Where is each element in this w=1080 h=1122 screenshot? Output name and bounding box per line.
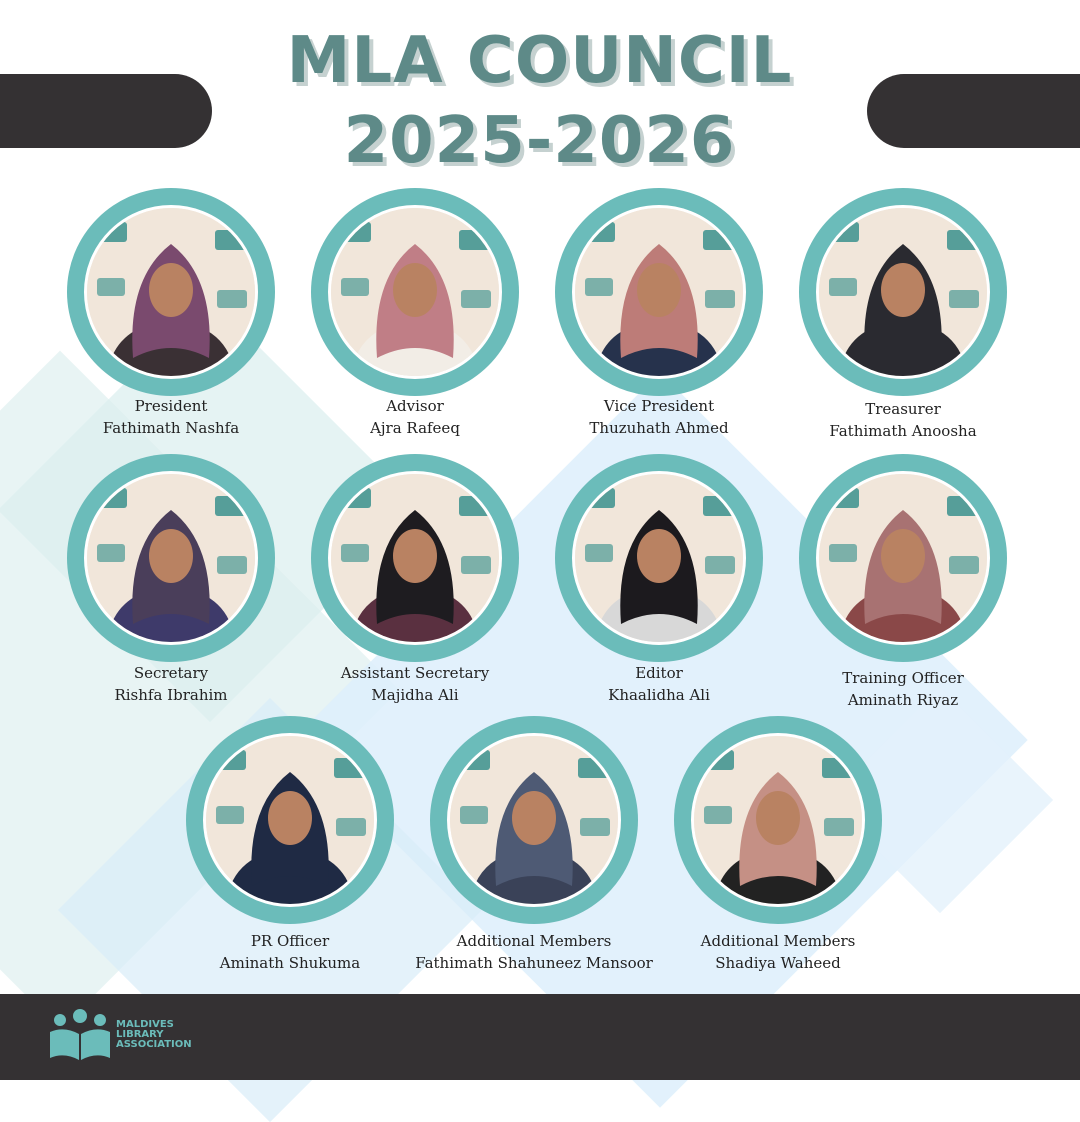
member-photo	[328, 205, 502, 379]
member-caption	[160, 930, 420, 974]
member-photo	[84, 471, 258, 645]
logo-line3: ASSOCIATION	[116, 1039, 192, 1050]
member-role: Advisor	[386, 397, 444, 415]
member-name: Shadiya Waheed	[715, 954, 841, 972]
member-photo	[572, 471, 746, 645]
page-subtitle-years: 2025-2026	[343, 104, 736, 178]
title-bar-right	[867, 74, 1080, 148]
member-card	[529, 454, 789, 662]
member-role: Additional Members	[700, 932, 856, 950]
member-caption	[648, 930, 908, 974]
member-photo-ring	[311, 454, 519, 662]
footer	[0, 994, 1080, 1080]
member-caption	[773, 667, 1033, 711]
member-card	[773, 188, 1033, 396]
member-card	[41, 454, 301, 662]
member-role: PR Officer	[250, 932, 330, 950]
member-name: Ajra Rafeeq	[370, 419, 460, 437]
member-caption	[41, 395, 301, 439]
member-name: Khaalidha Ali	[608, 686, 710, 704]
member-photo	[328, 471, 502, 645]
member-role: Secretary	[133, 664, 209, 682]
member-photo-ring	[186, 716, 394, 924]
member-photo	[84, 205, 258, 379]
member-role: Vice President	[603, 397, 715, 415]
member-name: Majidha Ali	[371, 686, 459, 704]
member-photo	[816, 205, 990, 379]
member-photo-ring	[674, 716, 882, 924]
page-title: MLA COUNCIL	[286, 24, 793, 98]
member-caption	[285, 662, 545, 706]
member-name: Thuzuhath Ahmed	[589, 419, 729, 437]
member-role: President	[134, 397, 208, 415]
member-photo	[203, 733, 377, 907]
member-photo-ring	[799, 454, 1007, 662]
member-photo-ring	[799, 188, 1007, 396]
member-caption	[404, 930, 664, 974]
member-role: Assistant Secretary	[340, 664, 490, 682]
member-role: Editor	[635, 664, 683, 682]
member-photo-ring	[430, 716, 638, 924]
member-name: Fathimath Shahuneez Mansoor	[415, 954, 653, 972]
book-reader-icon	[48, 1008, 112, 1062]
mla-logo	[48, 1008, 192, 1062]
member-name: Fathimath Nashfa	[102, 419, 240, 437]
member-card	[404, 716, 664, 924]
member-caption	[285, 395, 545, 439]
member-photo-ring	[555, 454, 763, 662]
member-card	[285, 454, 545, 662]
member-role: Treasurer	[865, 400, 941, 418]
member-name: Aminath Shukuma	[219, 954, 361, 972]
title-bar-left	[0, 74, 212, 148]
member-photo	[447, 733, 621, 907]
member-caption	[529, 395, 789, 439]
logo-line2: LIBRARY	[116, 1029, 164, 1040]
member-photo	[816, 471, 990, 645]
member-card	[529, 188, 789, 396]
member-role: Additional Members	[456, 932, 612, 950]
member-photo	[572, 205, 746, 379]
member-card	[41, 188, 301, 396]
member-card	[160, 716, 420, 924]
member-photo-ring	[555, 188, 763, 396]
logo-line1: MALDIVES	[116, 1019, 174, 1030]
member-photo	[691, 733, 865, 907]
member-caption	[773, 398, 1033, 442]
member-photo-ring	[67, 454, 275, 662]
member-name: Aminath Riyaz	[847, 691, 959, 709]
member-photo-ring	[67, 188, 275, 396]
member-caption	[529, 662, 789, 706]
member-caption	[41, 662, 301, 706]
member-photo-ring	[311, 188, 519, 396]
member-card	[648, 716, 908, 924]
member-card	[773, 454, 1033, 662]
member-name: Fathimath Anoosha	[829, 422, 977, 440]
member-card	[285, 188, 545, 396]
member-name: Rishfa Ibrahim	[114, 686, 228, 704]
member-role: Training Officer	[842, 669, 964, 687]
